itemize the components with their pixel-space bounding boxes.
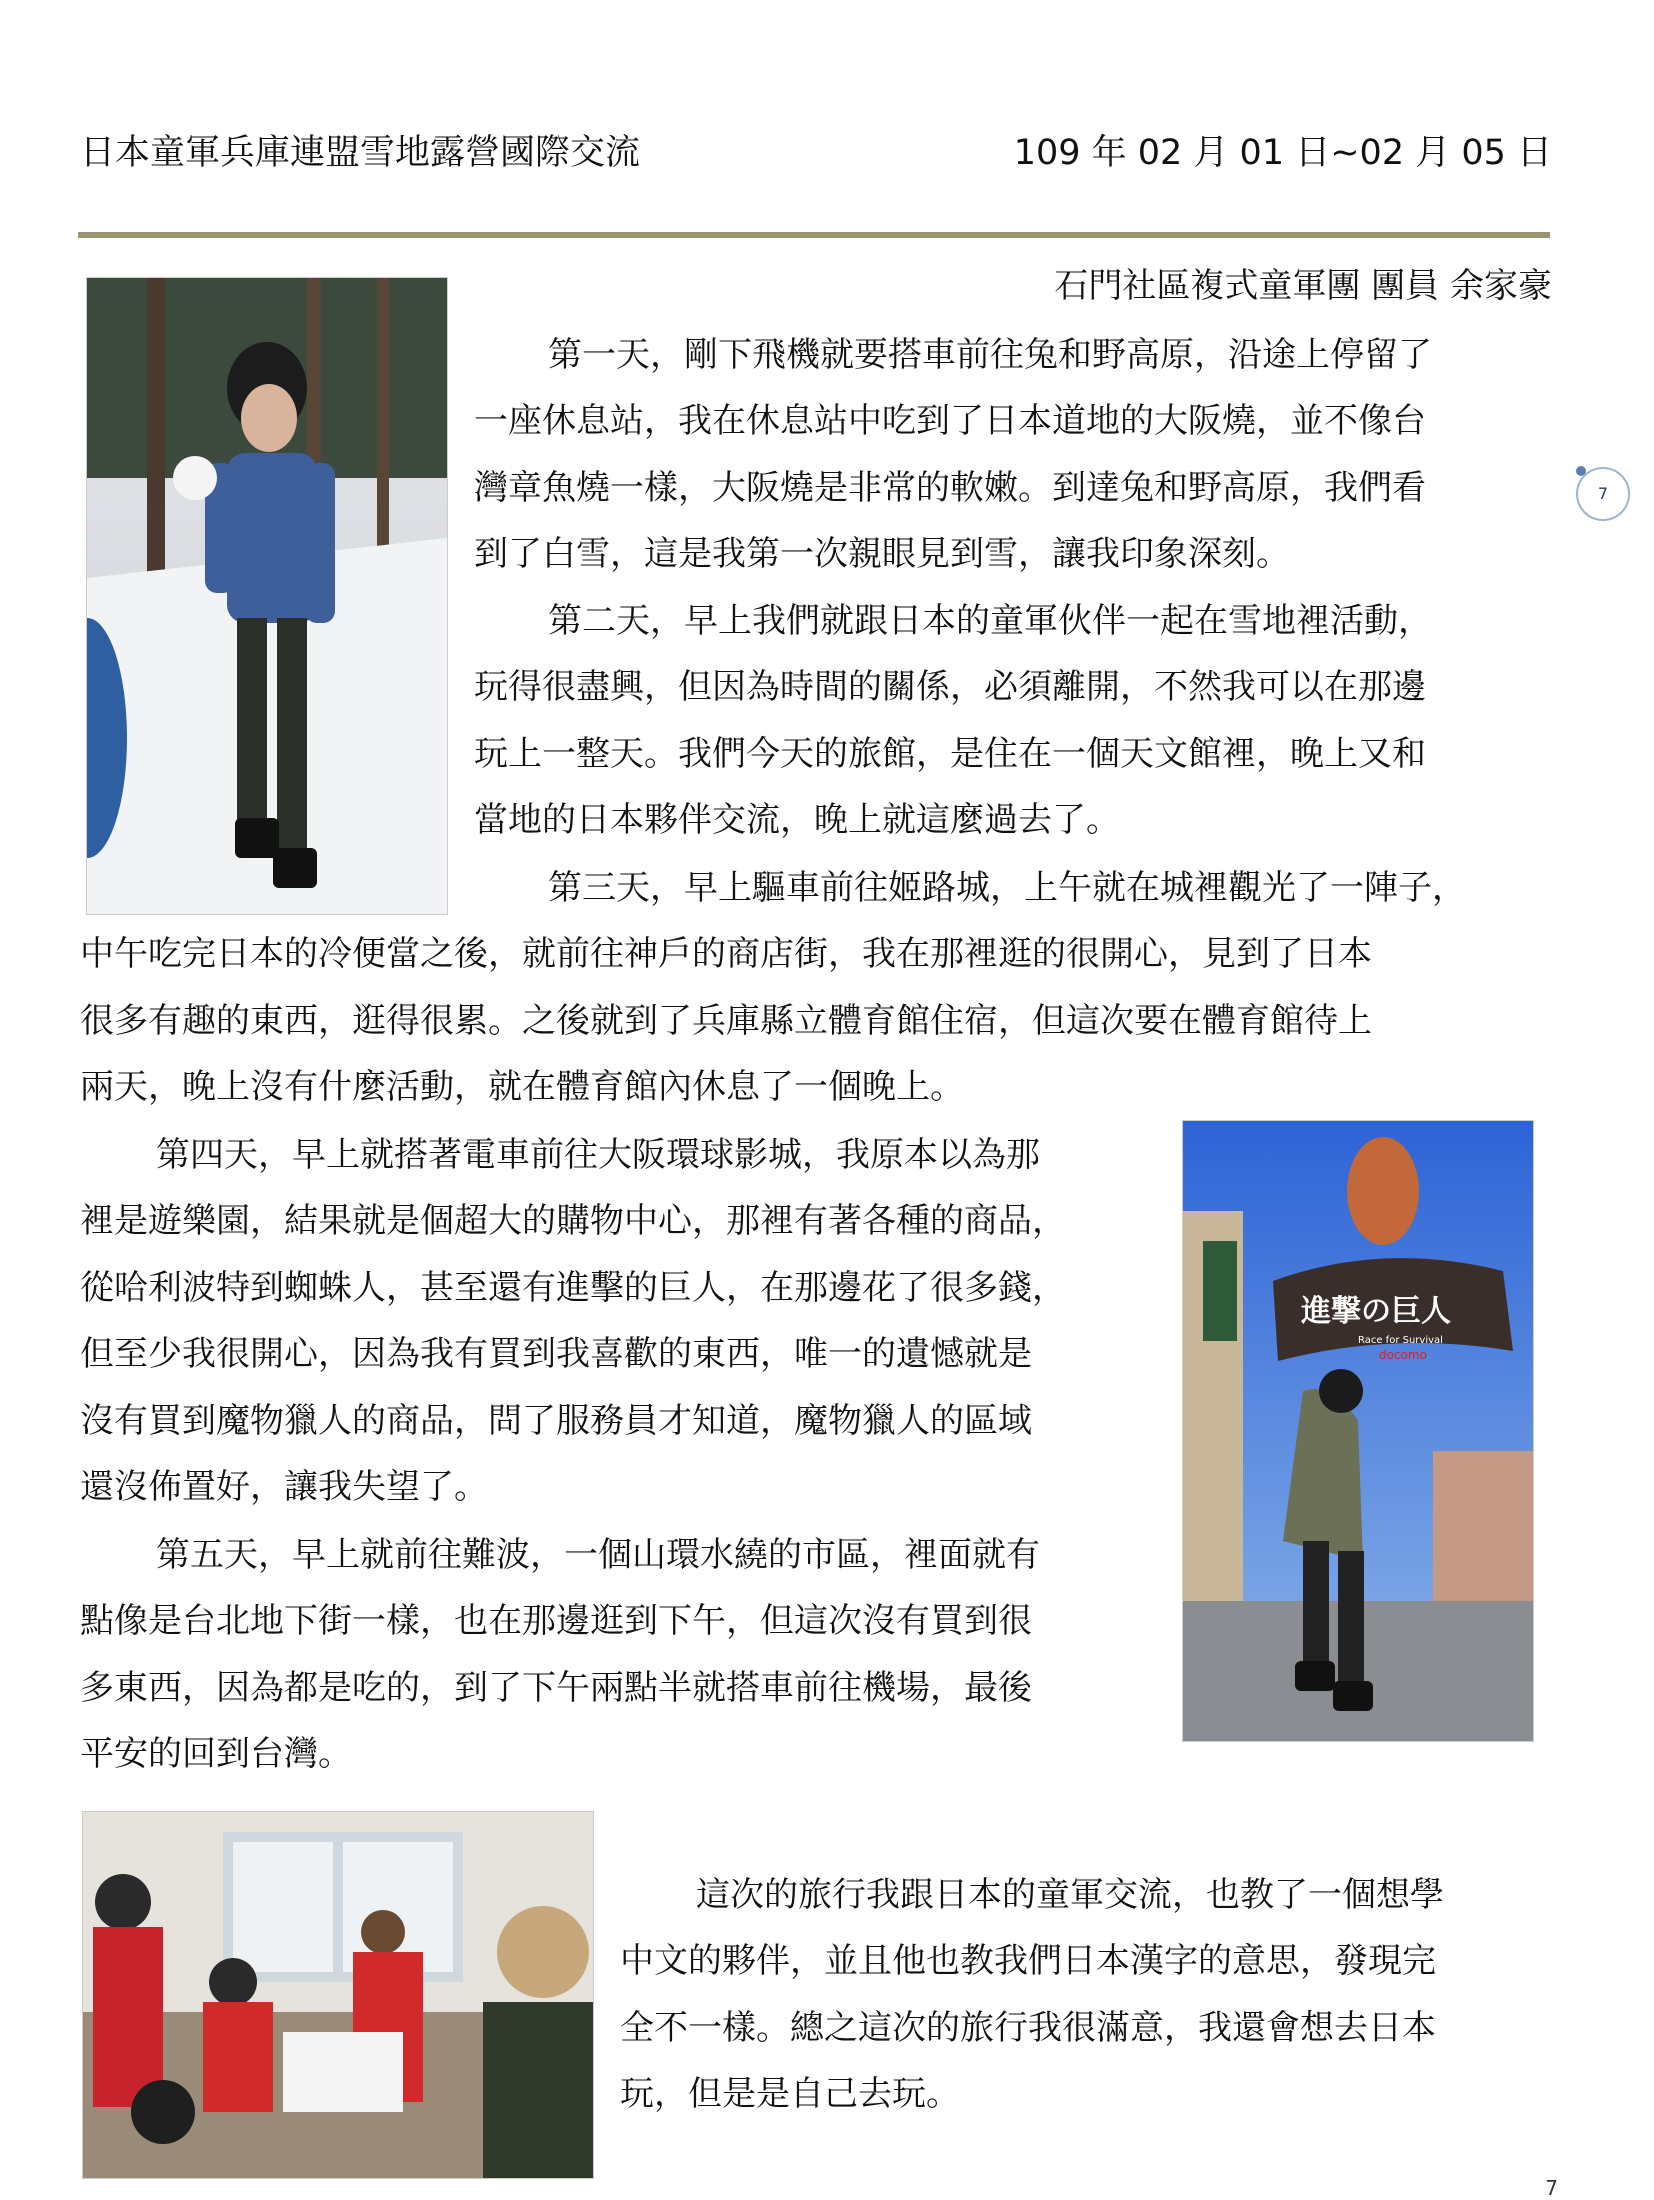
- text-line: 平安的回到台灣。: [80, 1734, 352, 1775]
- text-line: 玩，但是是自己去玩。: [620, 2074, 960, 2115]
- snow-photo-illustration: [87, 278, 447, 914]
- page-number: 7: [1545, 2176, 1558, 2200]
- text-line: 還沒佈置好，讓我失望了。: [80, 1467, 488, 1508]
- document-date: 109 年 02 月 01 日~02 月 05 日: [1013, 133, 1552, 173]
- snow-photo: [86, 277, 448, 915]
- text-line: 沒有買到魔物獵人的商品，問了服務員才知道，魔物獵人的區域: [80, 1400, 1032, 1441]
- text-line: 第四天，早上就搭著電車前往大阪環球影城，我原本以為那: [156, 1135, 1040, 1175]
- page-marker-badge: 7: [1576, 467, 1630, 521]
- text-line: 中午吃完日本的冷便當之後，就前往神戶的商店街，我在那裡逛的很開心，見到了日本: [80, 934, 1372, 975]
- theme-park-photo: [1182, 1120, 1534, 1742]
- text-line: 兩天，晚上沒有什麼活動，就在體育館內休息了一個晚上。: [80, 1067, 964, 1108]
- text-line: 裡是遊樂園，結果就是個超大的購物中心，那裡有著各種的商品，: [80, 1201, 1066, 1242]
- paragraph-day2: [474, 588, 1554, 854]
- author-line: 石門社區複式童軍團 團員 余家豪: [1054, 266, 1552, 306]
- text-line: 第三天，早上驅車前往姬路城，上午就在城裡觀光了一陣子，: [548, 868, 1466, 908]
- paragraph-day4: [80, 1122, 1180, 1520]
- text-line: 中文的夥伴，並且他也教我們日本漢字的意思，發現完: [620, 1941, 1436, 1982]
- text-line: 這次的旅行我跟日本的童軍交流，也教了一個想學: [696, 1875, 1444, 1915]
- text-line: 到了白雪，這是我第一次親眼見到雪，讓我印象深刻。: [474, 534, 1290, 575]
- text-line: 一座休息站，我在休息站中吃到了日本道地的大阪燒，並不像台: [474, 401, 1426, 442]
- text-line: 多東西，因為都是吃的，到了下午兩點半就搭車前往機場，最後: [80, 1667, 1032, 1708]
- text-line: 灣章魚燒一樣，大阪燒是非常的軟嫩。到達兔和野高原，我們看: [474, 467, 1426, 508]
- group-photo-illustration: [83, 1812, 593, 2178]
- text-line: 從哈利波特到蜘蛛人，甚至還有進擊的巨人，在那邊花了很多錢，: [80, 1267, 1066, 1308]
- text-line: 第二天，早上我們就跟日本的童軍伙伴一起在雪地裡活動，: [548, 601, 1432, 641]
- text-line: 第一天，剛下飛機就要搭車前往兔和野高原，沿途上停留了: [548, 335, 1432, 375]
- paragraph-day3: [80, 855, 1560, 1121]
- theme-park-illustration: [1183, 1121, 1533, 1741]
- text-line: 很多有趣的東西，逛得很累。之後就到了兵庫縣立體育館住宿，但這次要在體育館待上: [80, 1000, 1372, 1041]
- theme-park-brand: docomo: [1379, 1348, 1427, 1362]
- group-photo: [82, 1811, 594, 2179]
- text-line: 玩得很盡興，但因為時間的關係，必須離開，不然我可以在那邊: [474, 667, 1426, 708]
- text-line: 玩上一整天。我們今天的旅館，是住在一個天文館裡，晚上又和: [474, 733, 1426, 774]
- paragraph-day1: [474, 322, 1554, 588]
- theme-park-sign: 進撃の巨人: [1301, 1294, 1451, 1329]
- paragraph-conclusion: [620, 1862, 1560, 2128]
- text-line: 第五天，早上就前往難波，一個山環水繞的市區，裡面就有: [156, 1535, 1040, 1575]
- text-line: 點像是台北地下街一樣，也在那邊逛到下午，但這次沒有買到很: [80, 1601, 1032, 1642]
- text-line: 但至少我很開心，因為我有買到我喜歡的東西，唯一的遺憾就是: [80, 1334, 1032, 1375]
- document-title: 日本童軍兵庫連盟雪地露營國際交流: [80, 133, 641, 173]
- text-line: 當地的日本夥伴交流，晚上就這麼過去了。: [474, 800, 1120, 841]
- paragraph-day5: [80, 1522, 1180, 1788]
- text-line: 全不一樣。總之這次的旅行我很滿意，我還會想去日本: [620, 2007, 1436, 2048]
- header-divider: [78, 232, 1550, 238]
- theme-park-sub: Race for Survival: [1358, 1335, 1443, 1346]
